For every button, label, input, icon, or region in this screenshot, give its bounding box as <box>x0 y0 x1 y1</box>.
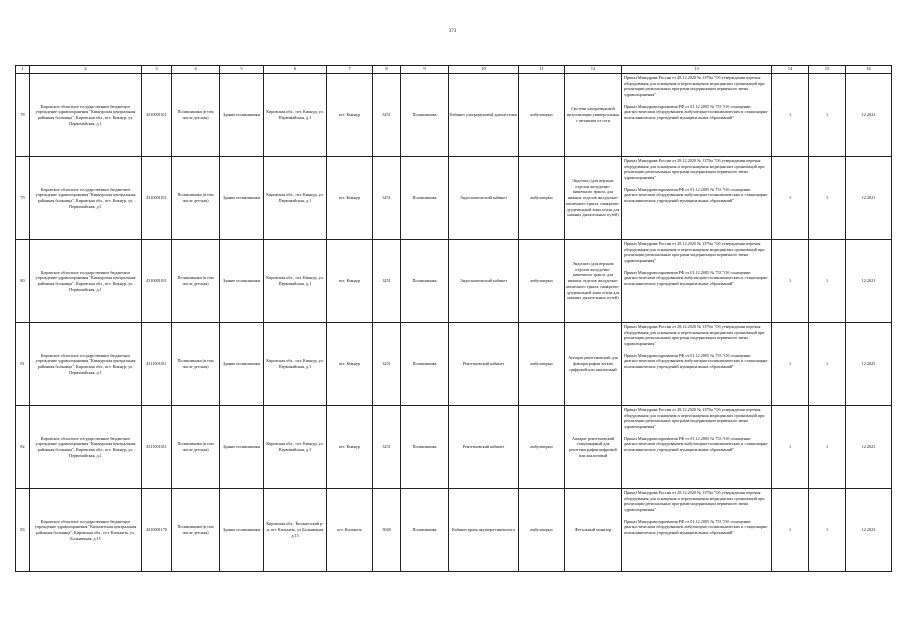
date-cell: 12.2021 <box>846 240 892 323</box>
regulation-text: Приказ Минздрава России от 28.12.2020 № 1379н "Об утверждении перечня оборудования для оснащения и переоснащения медицинских организаций при реализации региональных программ модернизации первичного звена здравоохранения" <box>624 490 765 513</box>
division-cell: Поликлиника (в том числе детская) <box>172 157 220 240</box>
quantity-planned-cell: 1 <box>809 157 846 240</box>
cabinet-cell: Эндоскопический кабинет <box>449 240 519 323</box>
table-row <box>16 489 892 572</box>
division-cell: Поликлиника (в том числе детская) <box>172 74 220 157</box>
unit-cell: Поликлиника <box>401 406 449 489</box>
row-number-cell: 79 <box>16 157 30 240</box>
organization-cell: Кировское областное государственное бюджетное учреждение здравоохранения "Кикнурская центральная районная больница", Кировская обл., пгт. Кикнур, ул. Первомайская, д.1 <box>30 406 142 489</box>
care-mode-cell: амбулаторно <box>519 157 565 240</box>
quantity-cell: 1 <box>772 74 809 157</box>
regulation-text: Приказ Минздрава России от 28.12.2020 № 1379н "Об утверждении перечня оборудования для оснащения и переоснащения медицинских организаций при реализации региональных программ модернизации первичного звена здравоохранения" <box>624 324 765 347</box>
building-cell: Здание поликлиники <box>220 406 264 489</box>
row-number-cell: 81 <box>16 323 30 406</box>
equipment-cell: Эндоскоп (для верхних отделов желудочно-кишечного тракта, для нижних отделов желудочно-кишечного тракта, панкреато-дуоденальной зоны и/или для нижних дыхательных путей) <box>565 240 622 323</box>
column-number-header: 15 <box>809 66 846 74</box>
locality-cell: пгт. Кикнур <box>327 406 373 489</box>
organization-code-cell: 4310001011 <box>142 157 172 240</box>
quantity-cell: 1 <box>772 323 809 406</box>
table-row <box>16 406 892 489</box>
page-number: 373 <box>448 29 457 34</box>
regulation-cell <box>622 406 772 489</box>
quantity-planned-cell: 1 <box>809 323 846 406</box>
unit-cell: Поликлиника <box>401 323 449 406</box>
quantity-cell: 1 <box>772 406 809 489</box>
date-cell: 12.2025 <box>846 406 892 489</box>
quantity-cell: 1 <box>772 489 809 572</box>
population-cell: 3251 <box>373 74 401 157</box>
quantity-planned-cell: 1 <box>809 406 846 489</box>
organization-code-cell: 4310001011 <box>142 240 172 323</box>
population-cell: 3251 <box>373 323 401 406</box>
cabinet-cell: Кабинет врача акушера-гинеколога <box>449 489 519 572</box>
regulation-text: Приказ Минздрава России от 28.12.2020 № 1379н "Об утверждении перечня оборудования для оснащения и переоснащения медицинских организаций при реализации региональных программ модернизации первичного звена здравоохранения" <box>624 75 765 98</box>
row-number-cell: 78 <box>16 74 30 157</box>
regulation-cell <box>622 74 772 157</box>
organization-code-cell: 4311001011 <box>142 323 172 406</box>
quantity-cell: 1 <box>772 240 809 323</box>
care-mode-cell: амбулаторно <box>519 406 565 489</box>
quantity-planned-cell: 1 <box>809 489 846 572</box>
date-cell: 12.2023 <box>846 489 892 572</box>
column-number-header: 6 <box>264 66 327 74</box>
division-cell: Поликлиника (в том числе детская) <box>172 489 220 572</box>
address-cell: Кировская обл., Кильмезский р-н, пгт Кильмезь, ул Больничная д.15 <box>264 489 327 572</box>
division-cell: Поликлиника (в том числе детская) <box>172 406 220 489</box>
regulation-cell <box>622 240 772 323</box>
equipment-cell: Фетальный монитор <box>565 489 622 572</box>
building-cell: Здание поликлиники <box>220 323 264 406</box>
regulation-cell <box>622 157 772 240</box>
regulation-text: Приказ Минздравсоцразвития РФ от 01.12.2005 № 753 "Об оснащении диагностическим оборудованием амбулаторно-поликлинических и стационарно-поликлинических учреждений муниципальных образований" <box>624 435 769 453</box>
column-number-header: 16 <box>846 66 892 74</box>
column-number-header: 13 <box>622 66 772 74</box>
regulation-text: Приказ Минздравсоцразвития РФ от 01.12.2005 № 753 "Об оснащении диагностическим оборудованием амбулаторно-поликлинических и стационарно-поликлинических учреждений муниципальных образований" <box>624 518 769 536</box>
locality-cell: пгт. Кильмезь <box>327 489 373 572</box>
organization-cell: Кировское областное государственное бюджетное учреждение здравоохранения "Кикнурская центральная районная больница", Кировская обл., пгт. Кикнур, ул. Первомайская, д.1 <box>30 240 142 323</box>
regulation-text: Приказ Минздрава России от 28.12.2020 № 1379н "Об утверждении перечня оборудования для оснащения и переоснащения медицинских организаций при реализации региональных программ модернизации первичного звена здравоохранения" <box>624 407 765 430</box>
table-row <box>16 240 892 323</box>
regulation-text: Приказ Минздравсоцразвития РФ от 01.12.2005 № 753 "Об оснащении диагностическим оборудованием амбулаторно-поликлинических и стационарно-поликлинических учреждений муниципальных образований" <box>624 269 769 287</box>
quantity-planned-cell: 1 <box>809 240 846 323</box>
address-cell: Кировская обл., пгт. Кикнур, ул. Первомайская, д.1 <box>264 406 327 489</box>
header-row <box>16 66 892 74</box>
organization-cell: Кировское областное государственное бюджетное учреждение здравоохранения "Кикнурская центральная районная больница", Кировская обл., пгт. Кикнур, ул. Первомайская, д.1 <box>30 74 142 157</box>
organization-cell: Кировское областное государственное бюджетное учреждение здравоохранения "Кильмезская центральная районная больница", Кировская обл., пгт. Кильмезь, ул. Больничная, д.15 <box>30 489 142 572</box>
cabinet-cell: Кабинет ультразвуковой диагностики <box>449 74 519 157</box>
column-number-header: 8 <box>373 66 401 74</box>
care-mode-cell: амбулаторно <box>519 74 565 157</box>
regulation-text: Приказ Минздравсоцразвития РФ от 01.12.2005 № 753 "Об оснащении диагностическим оборудованием амбулаторно-поликлинических и стационарно-поликлинических учреждений муниципальных образований" <box>624 352 769 370</box>
column-number-header: 9 <box>401 66 449 74</box>
building-cell: Здание поликлиники <box>220 240 264 323</box>
row-number-cell: 82 <box>16 406 30 489</box>
date-cell: 12.2025 <box>846 323 892 406</box>
equipment-cell: Эндоскоп (для верхних отделов желудочно-кишечного тракта, для нижних отделов желудочно-кишечного тракта, панкреато-дуоденальной зоны и/или для нижних дыхательных путей) <box>565 157 622 240</box>
population-cell: 3251 <box>373 157 401 240</box>
column-number-header: 10 <box>449 66 519 74</box>
column-number-header: 3 <box>142 66 172 74</box>
building-cell: Здание поликлиники <box>220 157 264 240</box>
care-mode-cell: амбулаторно <box>519 323 565 406</box>
population-cell: 3251 <box>373 406 401 489</box>
address-cell: Кировская обл., пгт. Кикнур, ул. Первомайская, д.1 <box>264 323 327 406</box>
table-body <box>16 74 892 572</box>
organization-code-cell: 4310001170 <box>142 489 172 572</box>
regulation-cell <box>622 489 772 572</box>
column-number-header: 4 <box>172 66 220 74</box>
locality-cell: пгт. Кикнур <box>327 157 373 240</box>
equipment-cell: Аппарат рентгеновский стационарный для рентгенографии цифровой или аналоговый <box>565 406 622 489</box>
division-cell: Поликлиника (в том числе детская) <box>172 323 220 406</box>
regulation-text: Приказ Минздравсоцразвития РФ от 01.12.2005 № 753 "Об оснащении диагностическим оборудованием амбулаторно-поликлинических и стационарно-поликлинических учреждений муниципальных образований" <box>624 186 769 204</box>
locality-cell: пгт. Кикнур <box>327 323 373 406</box>
organization-code-cell: 4310001011 <box>142 74 172 157</box>
table-row <box>16 323 892 406</box>
regulation-text: Приказ Минздрава России от 28.12.2020 № 1379н "Об утверждении перечня оборудования для оснащения и переоснащения медицинских организаций при реализации региональных программ модернизации первичного звена здравоохранения" <box>624 241 765 264</box>
equipment-cell: Система ультразвуковой визуализации универсальная с питанием от сети <box>565 74 622 157</box>
locality-cell: пгт. Кикнур <box>327 240 373 323</box>
locality-cell: пгт. Кикнур <box>327 74 373 157</box>
regulation-text: Приказ Минздравсоцразвития РФ от 01.12.2005 № 753 "Об оснащении диагностическим оборудованием амбулаторно-поликлинических и стационарно-поликлинических учреждений муниципальных образований" <box>624 103 769 121</box>
division-cell: Поликлиника (в том числе детская) <box>172 240 220 323</box>
regulation-cell <box>622 323 772 406</box>
quantity-cell: 1 <box>772 157 809 240</box>
regulation-text: Приказ Минздрава России от 28.12.2020 № 1379н "Об утверждении перечня оборудования для оснащения и переоснащения медицинских организаций при реализации региональных программ модернизации первичного звена здравоохранения" <box>624 158 765 181</box>
care-mode-cell: амбулаторно <box>519 240 565 323</box>
column-number-header: 5 <box>220 66 264 74</box>
cabinet-cell: Рентгеновский кабинет <box>449 406 519 489</box>
table-row <box>16 74 892 157</box>
date-cell: 12.2022 <box>846 74 892 157</box>
column-number-header: 2 <box>30 66 142 74</box>
organization-cell: Кировское областное государственное бюджетное учреждение здравоохранения "Кикнурская центральная районная больница", Кировская обл., пгт. Кикнур, ул. Первомайская, д.1 <box>30 157 142 240</box>
population-cell: 5048 <box>373 489 401 572</box>
date-cell: 12.2021 <box>846 157 892 240</box>
address-cell: Кировская обл., пгт. Кикнур, ул. Первомайская, д.1 <box>264 240 327 323</box>
address-cell: Кировская обл., пгт. Кикнур, ул. Первомайская, д.1 <box>264 157 327 240</box>
column-number-header: 12 <box>565 66 622 74</box>
quantity-planned-cell: 1 <box>809 74 846 157</box>
unit-cell: Поликлиника <box>401 74 449 157</box>
column-number-header: 7 <box>327 66 373 74</box>
organization-cell: Кировское областное государственное бюджетное учреждение здравоохранения "Кикнурская центральная районная больница", Кировская обл., пгт. Кикнур, ул. Первомайская, д.1 <box>30 323 142 406</box>
organization-code-cell: 4311001011 <box>142 406 172 489</box>
row-number-cell: 83 <box>16 489 30 572</box>
building-cell: Здание поликлиники <box>220 74 264 157</box>
row-number-cell: 80 <box>16 240 30 323</box>
column-number-header: 1 <box>16 66 30 74</box>
cabinet-cell: Эндоскопический кабинет <box>449 157 519 240</box>
unit-cell: Поликлиника <box>401 489 449 572</box>
equipment-registry-table <box>15 65 892 572</box>
population-cell: 3251 <box>373 240 401 323</box>
unit-cell: Поликлиника <box>401 240 449 323</box>
equipment-cell: Аппарат рентгеновский для флюорографии легких цифровой или аналоговый <box>565 323 622 406</box>
cabinet-cell: Рентгеновский кабинет <box>449 323 519 406</box>
address-cell: Кировская обл., пгт. Кикнур, ул. Первомайская, д.1 <box>264 74 327 157</box>
column-number-header: 14 <box>772 66 809 74</box>
building-cell: Здание поликлиники <box>220 489 264 572</box>
table-row <box>16 157 892 240</box>
column-number-header: 11 <box>519 66 565 74</box>
unit-cell: Поликлиника <box>401 157 449 240</box>
care-mode-cell: амбулаторно <box>519 489 565 572</box>
